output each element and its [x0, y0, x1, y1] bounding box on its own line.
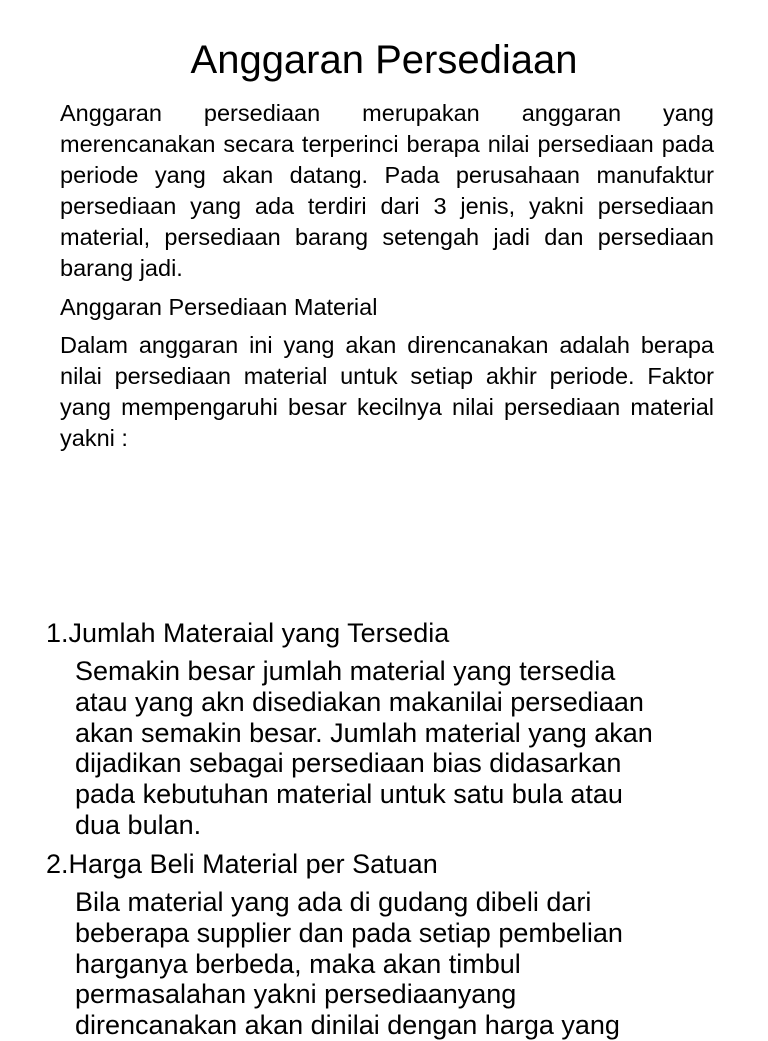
item-body-jumlah-material: Semakin besar jumlah material yang tersedia atau yang akn disediakan makanilai persediaan akan semakin besar. Jumlah material yang akan dijadikan sebagai persediaan bias didasarkan pada kebutuhan material untuk satu bula atau dua bulan. [75, 656, 653, 840]
slide-anggaran-persediaan [0, 0, 768, 512]
item-heading-jumlah-material: 1.Jumlah Materaial yang Tersedia [46, 618, 450, 648]
item-heading-harga-beli: 2.Harga Beli Material per Satuan [46, 849, 438, 879]
material-paragraph: Dalam anggaran ini yang akan direncanakan adalah berapa nilai persediaan material untuk setiap akhir periode. Faktor yang mempengaruhi besar kecilnya nilai persediaan material yakni : [60, 332, 714, 451]
slide-title: Anggaran Persediaan [190, 38, 578, 82]
slide-faktor-persediaan [0, 512, 768, 1041]
item-body-harga-beli: Bila material yang ada di gudang dibeli dari beberapa supplier dan pada setiap pembelian harganya berbeda, maka akan timbul permasalahan yakni persediaanyang direncanakan akan dinilai dengan harga yang [75, 887, 623, 1041]
intro-paragraph: Anggaran persediaan merupakan anggaran yang merencanakan secara terperinci berapa nilai persediaan pada periode yang akan datang. Pada perusahaan manufaktur persediaan yang ada terdiri dari 3 jenis, yakni persediaan material, persediaan barang setengah jadi dan persediaan barang jadi. [60, 100, 714, 281]
section-subheading: Anggaran Persediaan Material [60, 294, 378, 320]
